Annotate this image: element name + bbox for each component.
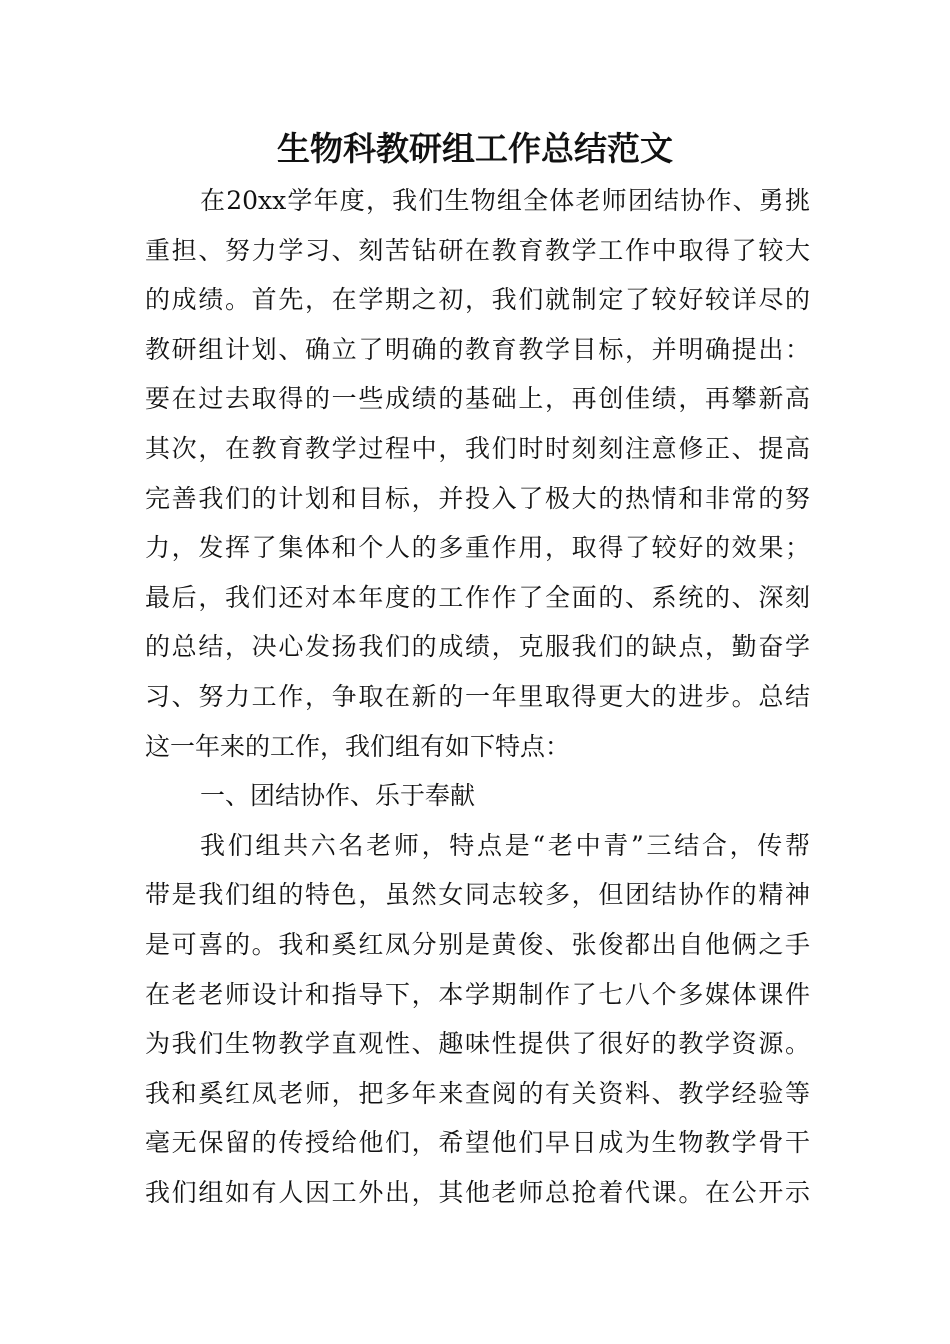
paragraph-line: 在20xx学年度，我们生物组全体老师团结协作、勇挑 (200, 186, 810, 215)
paragraph-line: 完善我们的计划和目标，并投入了极大的热情和非常的努 (145, 483, 810, 513)
document-body (145, 176, 810, 1217)
paragraph-line: 是可喜的。我和奚红凤分别是黄俊、张俊都出自他俩之手 (145, 929, 810, 959)
section-heading: 一、团结协作、乐于奉献 (200, 781, 476, 811)
paragraph-line: 在老老师设计和指导下，本学期制作了七八个多媒体课件 (145, 979, 810, 1009)
paragraph-line: 力，发挥了集体和个人的多重作用，取得了较好的效果； (145, 533, 810, 563)
paragraph-line: 习、努力工作，争取在新的一年里取得更大的进步。总结 (145, 681, 810, 711)
paragraph-line: 我和奚红凤老师，把多年来查阅的有关资料、教学经验等 (145, 1078, 810, 1108)
paragraph-line: 我们组共六名老师，特点是“老中青”三结合，传帮 (200, 830, 810, 860)
paragraph-line: 我们组如有人因工外出，其他老师总抢着代课。在公开示 (145, 1177, 810, 1207)
paragraph-line: 重担、努力学习、刻苦钻研在教育教学工作中取得了较大 (145, 235, 810, 265)
paragraph-line: 教研组计划、确立了明确的教育教学目标，并明确提出： (145, 334, 810, 364)
paragraph-line: 为我们生物教学直观性、趣味性提供了很好的教学资源。 (145, 1029, 810, 1059)
paragraph-line: 要在过去取得的一些成绩的基础上，再创佳绩，再攀新高 (145, 384, 810, 414)
document-title: 生物科教研组工作总结范文 (277, 129, 673, 168)
paragraph-line: 这一年来的工作，我们组有如下特点： (145, 731, 571, 761)
paragraph-line: 毫无保留的传授给他们，希望他们早日成为生物教学骨干 (145, 1128, 810, 1158)
paragraph-line: 最后，我们还对本年度的工作作了全面的、系统的、深刻 (145, 582, 810, 612)
paragraph-line: 带是我们组的特色，虽然女同志较多，但团结协作的精神 (145, 880, 810, 910)
paragraph-line: 的总结，决心发扬我们的成绩，克服我们的缺点，勤奋学 (145, 632, 810, 662)
paragraph-line: 其次，在教育教学过程中，我们时时刻刻注意修正、提高 (145, 433, 810, 463)
paragraph-line: 的成绩。首先，在学期之初，我们就制定了较好较详尽的 (145, 285, 810, 315)
